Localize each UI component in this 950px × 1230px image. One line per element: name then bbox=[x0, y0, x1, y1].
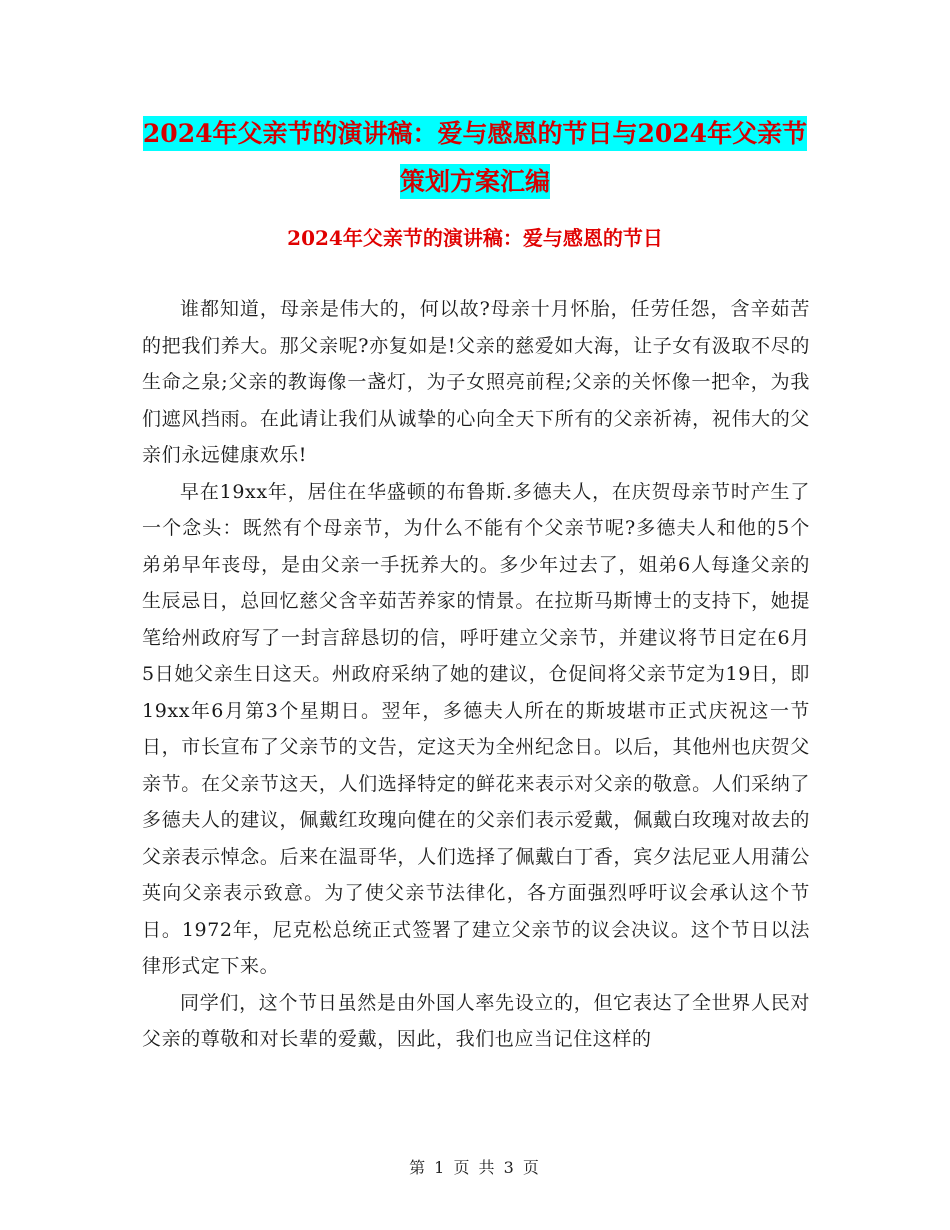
document-title-text: 2024年父亲节的演讲稿：爱与感恩的节日与2024年父亲节策划方案汇编 bbox=[143, 116, 807, 199]
document-title bbox=[140, 110, 810, 206]
page-footer: 第 1 页 共 3 页 bbox=[409, 1158, 541, 1177]
document-body bbox=[142, 291, 810, 1058]
paragraph: 同学们，这个节日虽然是由外国人率先设立的，但它表达了全世界人民对父亲的尊敬和对长辈的爱戴，因此，我们也应当记住这样的 bbox=[142, 991, 810, 1050]
paragraph: 早在19xx年，居住在华盛顿的布鲁斯.多德夫人，在庆贺母亲节时产生了一个念头：既然有个母亲节，为什么不能有个父亲节呢?多德夫人和他的5个弟弟早年丧母，是由父亲一手抚养大的。多少年过去了，姐弟6人每逢父亲的生辰忌日，总回忆慈父含辛茹苦养家的情景。在拉斯马斯博士的支持下，她提笔给州政府写了一封言辞恳切的信，呼吁建立父亲节，并建议将节日定在6月5日她父亲生日这天。州政府采纳了她的建议，仓促间将父亲节定为19日，即19xx年6月第3个星期日。翌年，多德夫人所在的斯坡堪市正式庆祝这一节日，市长宣布了父亲节的文告，定这天为全州纪念日。以后，其他州也庆贺父亲节。在父亲节这天，人们选择特定的鲜花来表示对父亲的敬意。人们采纳了多德夫人的建议，佩戴红玫瑰向健在的父亲们表示爱戴，佩戴白玫瑰对故去的父亲表示悼念。后来在温哥华，人们选择了佩戴白丁香，宾夕法尼亚人用蒲公英向父亲表示致意。为了使父亲节法律化，各方面强烈呼吁议会承认这个节日。1972年，尼克松总统正式签署了建立父亲节的议会决议。这个节日以法律形式定下来。 bbox=[142, 480, 810, 977]
section-title: 2024年父亲节的演讲稿：爱与感恩的节日 bbox=[287, 226, 663, 250]
paragraph: 谁都知道，母亲是伟大的，何以故?母亲十月怀胎，任劳任怨，含辛茹苦的把我们养大。那父亲呢?亦复如是!父亲的慈爱如大海，让子女有汲取不尽的生命之泉;父亲的教诲像一盏灯，为子女照亮前程;父亲的关怀像一把伞，为我们遮风挡雨。在此请让我们从诚挚的心向全天下所有的父亲祈祷，祝伟大的父亲们永远健康欢乐! bbox=[142, 298, 810, 466]
